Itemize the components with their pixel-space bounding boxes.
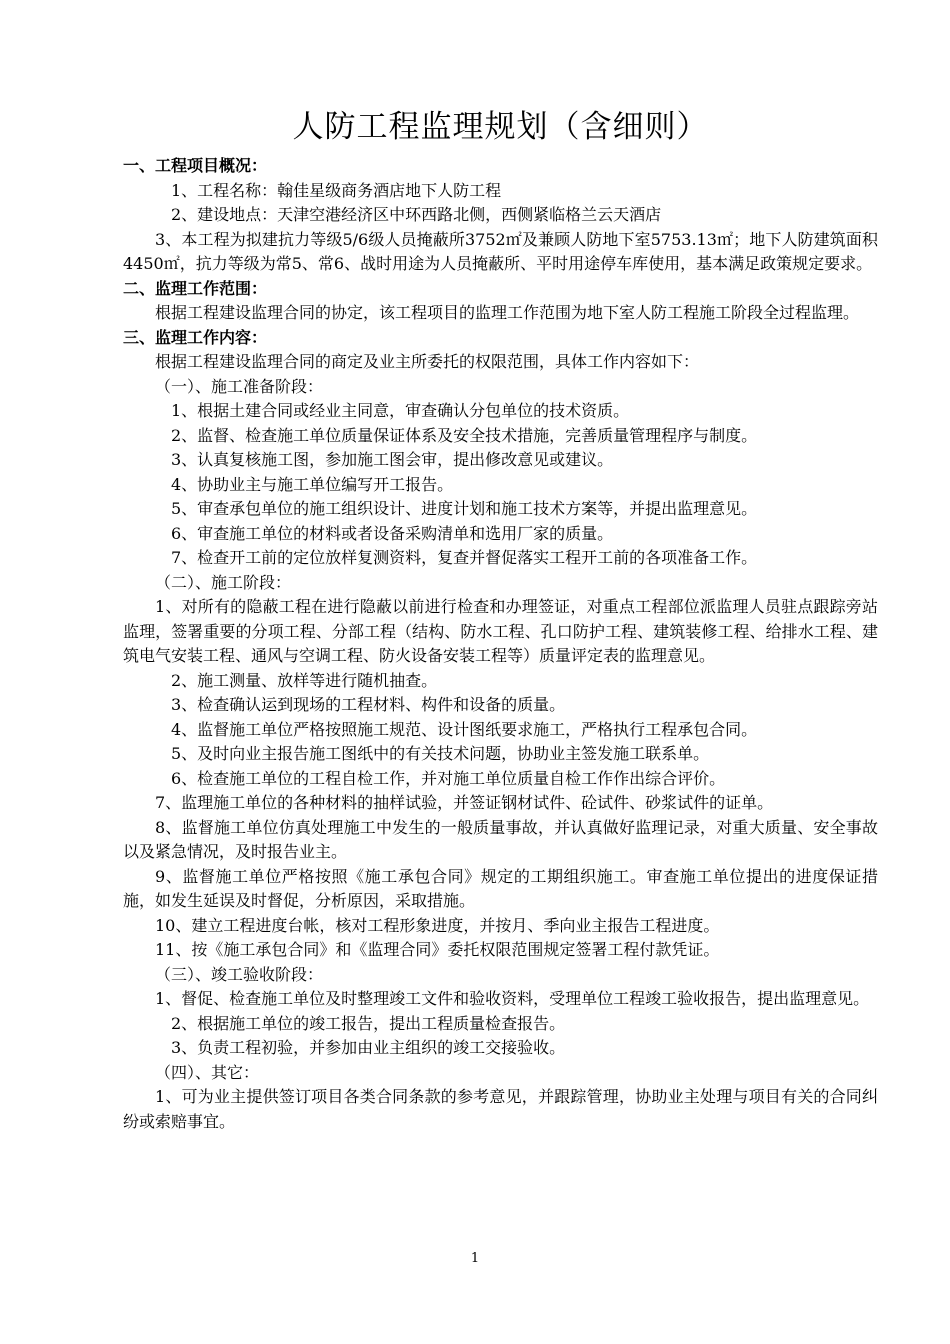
paragraph: 3、负责工程初验，并参加由业主组织的竣工交接验收。 (171, 1038, 566, 1057)
paragraph: 6、检查施工单位的工程自检工作，并对施工单位质量自检工作作出综合评价。 (171, 768, 726, 788)
paragraph: 根据工程建设监理合同的商定及业主所委托的权限范围，具体工作内容如下： (155, 352, 700, 371)
paragraph: 1、督促、检查施工单位及时整理竣工文件和验收资料，受理单位工程竣工验收报告，提出监理意见。 (155, 989, 870, 1008)
paragraph: 9、监督施工单位严格按照《施工承包合同》规定的工期组织施工。审查施工单位提出的进度保证措施，如发生延误及时督促，分析原因，采取措施。 (123, 866, 878, 910)
subsection-heading: （二）、施工阶段： (155, 572, 292, 592)
paragraph: 7、检查开工前的定位放样复测资料，复查并督促落实工程开工前的各项准备工作。 (171, 548, 758, 567)
subsection-heading: （四）、其它： (155, 1062, 260, 1082)
paragraph: 2、监督、检查施工单位质量保证体系及安全技术措施，完善质量管理程序与制度。 (171, 425, 758, 445)
paragraph: 1、对所有的隐蔽工程在进行隐蔽以前进行检查和办理签证，对重点工程部位派监理人员驻点跟踪旁站监理，签署重要的分项工程、分部工程（结构、防水工程、孔口防护工程、建筑装修工程、给排水工程、建筑电气安装工程、通风与空调工程、防火设备安装工程等）质量评定表的监理意见。 (123, 597, 878, 665)
paragraph: 10、建立工程进度台帐，核对工程形象进度，并按月、季向业主报告工程进度。 (155, 915, 720, 935)
section-heading-scope: 二、监理工作范围： (123, 278, 268, 298)
section-heading-overview: 一、工程项目概况： (123, 156, 268, 175)
page-number: 1 (470, 1251, 480, 1266)
paragraph: 1、可为业主提供签订项目各类合同条款的参考意见，并跟踪管理，协助业主处理与项目有关的合同纠纷或索赔事宜。 (123, 1087, 878, 1131)
paragraph: 1、工程名称：翰佳星级商务酒店地下人防工程 (171, 180, 502, 200)
paragraph: 3、认真复核施工图，参加施工图会审，提出修改意见或建议。 (171, 450, 614, 469)
subsection-heading: （三）、竣工验收阶段： (155, 964, 324, 984)
paragraph: 2、施工测量、放样等进行随机抽查。 (171, 670, 438, 690)
document-body (123, 104, 878, 1134)
paragraph: 5、审查承包单位的施工组织设计、进度计划和施工技术方案等，并提出监理意见。 (171, 499, 758, 518)
paragraph: 3、本工程为拟建抗力等级5/6级人员掩蔽所3752㎡及兼顾人防地下室5753.13㎡；地下人防建筑面积4450㎡，抗力等级为常5、常6、战时用途为人员掩蔽所、平时用途停车库使用，基本满足政策规定要求。 (123, 229, 878, 273)
paragraph: 5、及时向业主报告施工图纸中的有关技术问题，协助业主签发施工联系单。 (171, 744, 710, 763)
paragraph: 11、按《施工承包合同》和《监理合同》委托权限范围规定签署工程付款凭证。 (155, 940, 720, 959)
paragraph: 2、根据施工单位的竣工报告，提出工程质量检查报告。 (171, 1013, 566, 1033)
subsection-heading: （一）、施工准备阶段： (155, 376, 324, 396)
document-title: 人防工程监理规划（含细则） (292, 109, 709, 145)
paragraph: 2、建设地点：天津空港经济区中环西路北侧，西侧紧临格兰云天酒店 (171, 205, 662, 224)
paragraph: 1、根据土建合同或经业主同意，审查确认分包单位的技术资质。 (171, 401, 630, 420)
paragraph: 3、检查确认运到现场的工程材料、构件和设备的质量。 (171, 695, 566, 714)
paragraph: 4、协助业主与施工单位编写开工报告。 (171, 474, 454, 494)
paragraph: 8、监督施工单位仿真处理施工中发生的一般质量事故，并认真做好监理记录，对重大质量、安全事故以及紧急情况，及时报告业主。 (123, 817, 878, 861)
paragraph: 6、审查施工单位的材料或者设备采购清单和选用厂家的质量。 (171, 523, 614, 543)
paragraph: 根据工程建设监理合同的协定，该工程项目的监理工作范围为地下室人防工程施工阶段全过程监理。 (155, 303, 860, 322)
section-heading-content: 三、监理工作内容： (123, 327, 268, 347)
paragraph: 4、监督施工单位严格按照施工规范、设计图纸要求施工，严格执行工程承包合同。 (171, 719, 758, 739)
paragraph: 7、监理施工单位的各种材料的抽样试验，并签证钢材试件、砼试件、砂浆试件的证单。 (155, 793, 774, 812)
